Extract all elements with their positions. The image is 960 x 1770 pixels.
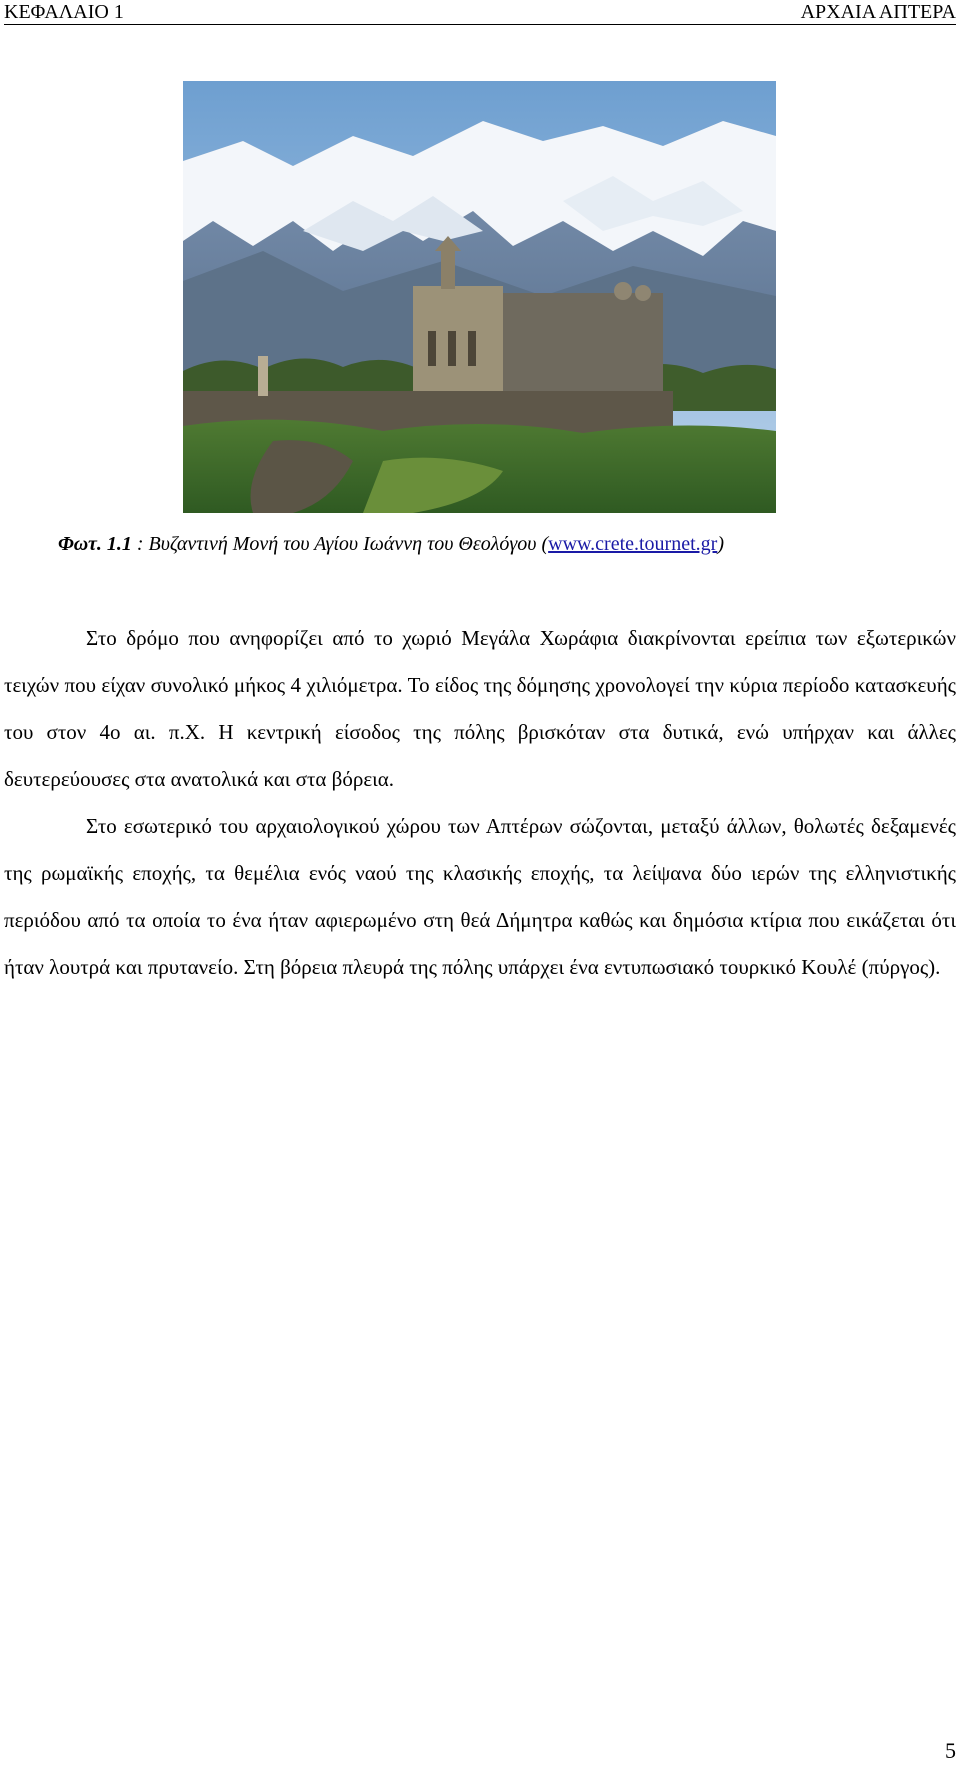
photo-caption (58, 530, 918, 558)
paragraph-interior: Στο εσωτερικό του αρχαιολογικού χώρου των Απτέρων σώζονται, μεταξύ άλλων, θολωτές δεξαμενές της ρωμαϊκής εποχής, τα θεμέλια ενός ναού της κλασικής εποχής, τα λείψανα δύο ιερών της ελληνιστικής περιόδου από τα οποία το ένα ήταν αφιερωμένο στη θεά Δήμητρα καθώς και δημόσια κτίρια που εικάζεται ότι ήταν λουτρά και πρυτανείο. Στη βόρεια πλευρά της πόλης υπάρχει ένα εντυπωσιακό τουρκικό Κουλέ (πύργος). (4, 814, 956, 979)
caption-close: ) (717, 533, 724, 555)
monastery-photo (183, 81, 776, 513)
body-text (4, 615, 956, 991)
caption-link[interactable]: www.crete.tournet.gr (548, 533, 718, 555)
paragraph-walls: Στο δρόμο που ανηφορίζει από το χωριό Μεγάλα Χωράφια διακρίνονται ερείπια των εξωτερικών τειχών που είχαν συνολικό μήκος 4 χιλιόμετρα. Το είδος της δόμησης χρονολογεί την κύρια περίοδο κατασκευής του στον 4ο αι. π.Χ. Η κεντρική είσοδος της πόλης βρισκόταν στα δυτικά, ενώ υπήρχαν και άλλες δευτερεύουσες στα ανατολικά και στα βόρεια. (4, 626, 956, 791)
caption-label: Φωτ. 1.1 (58, 533, 132, 555)
chapter-label: ΚΕΦΑΛΑΙΟ 1 (4, 1, 124, 23)
page-number: 5 (945, 1738, 956, 1763)
caption-text: : Βυζαντινή Μονή του Αγίου Ιωάννη του Θεολόγου ( (131, 533, 549, 555)
monastery-photo-icon (183, 81, 776, 513)
page-header (4, 0, 956, 25)
document-title: ΑΡΧΑΙΑ ΑΠΤΕΡΑ (800, 1, 956, 23)
